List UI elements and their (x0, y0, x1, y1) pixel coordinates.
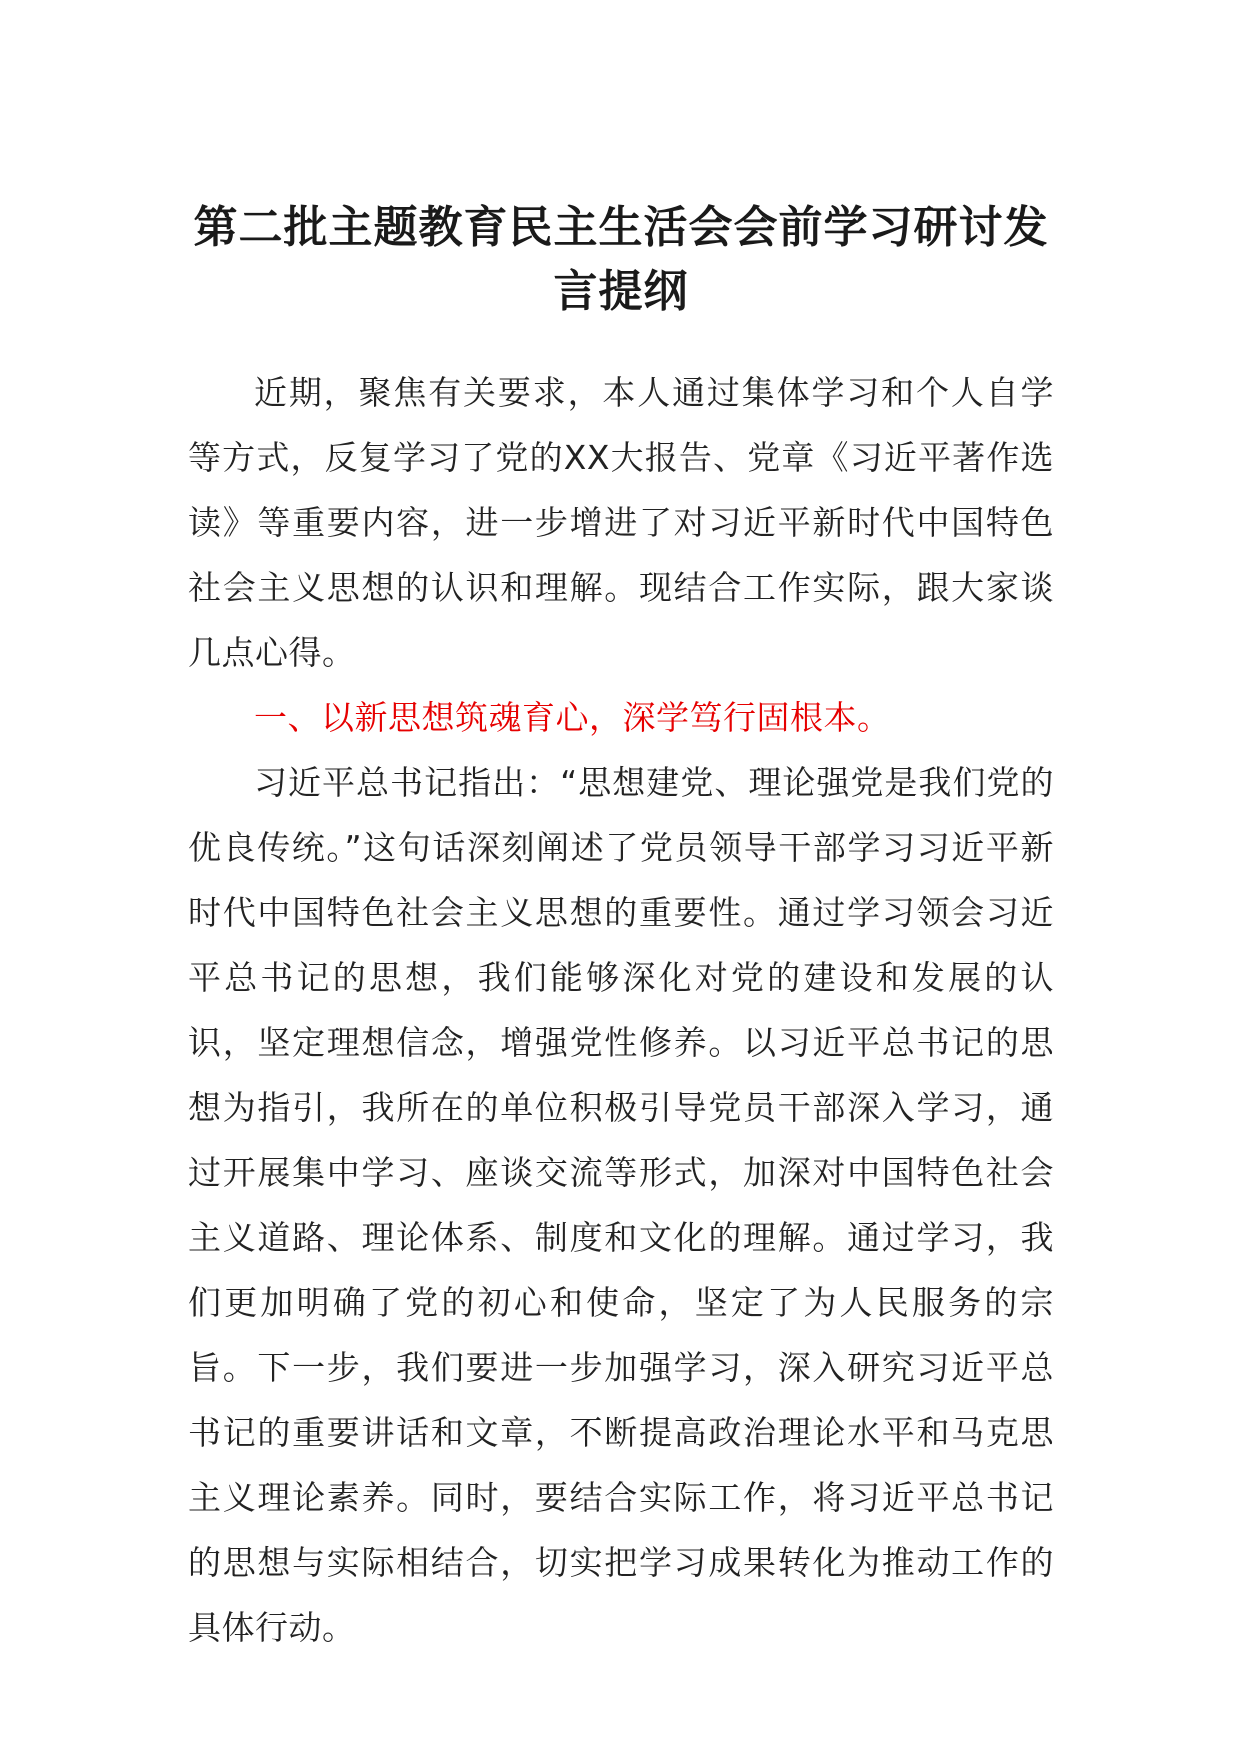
section-1-heading: 一、以新思想筑魂育心，深学笃行固根本。 (254, 698, 891, 737)
document-title: 第二批主题教育民主生活会会前学习研讨发言提纲 (193, 202, 1049, 317)
section-1-paragraph: 习近平总书记指出：“思想建党、理论强党是我们党的优良传统。”这句话深刻阐述了党员领导干部学习习近平新时代中国特色社会主义思想的重要性。通过学习领会习近平总书记的思想，我们能够深化对党的建设和发展的认识，坚定理想信念，增强党性修养。以习近平总书记的思想为指引，我所在的单位积极引导党员干部深入学习，通过开展集中学习、座谈交流等形式，加深对中国特色社会主义道路、理论体系、制度和文化的理解。通过学习，我们更加明确了党的初心和使命，坚定了为人民服务的宗旨。下一步，我们要进一步加强学习，深入研究习近平总书记的重要讲话和文章，不断提高政治理论水平和马克思主义理论素养。同时，要结合实际工作，将习近平总书记的思想与实际相结合，切实把学习成果转化为推动工作的具体行动。 (188, 763, 1054, 1647)
document-body (188, 360, 1054, 1660)
document-content (188, 196, 1054, 1660)
intro-paragraph: 近期，聚焦有关要求，本人通过集体学习和个人自学等方式，反复学习了党的XX大报告、党章《习近平著作选读》等重要内容，进一步增进了对习近平新时代中国特色社会主义思想的认识和理解。现结合工作实际，跟大家谈几点心得。 (188, 373, 1054, 672)
